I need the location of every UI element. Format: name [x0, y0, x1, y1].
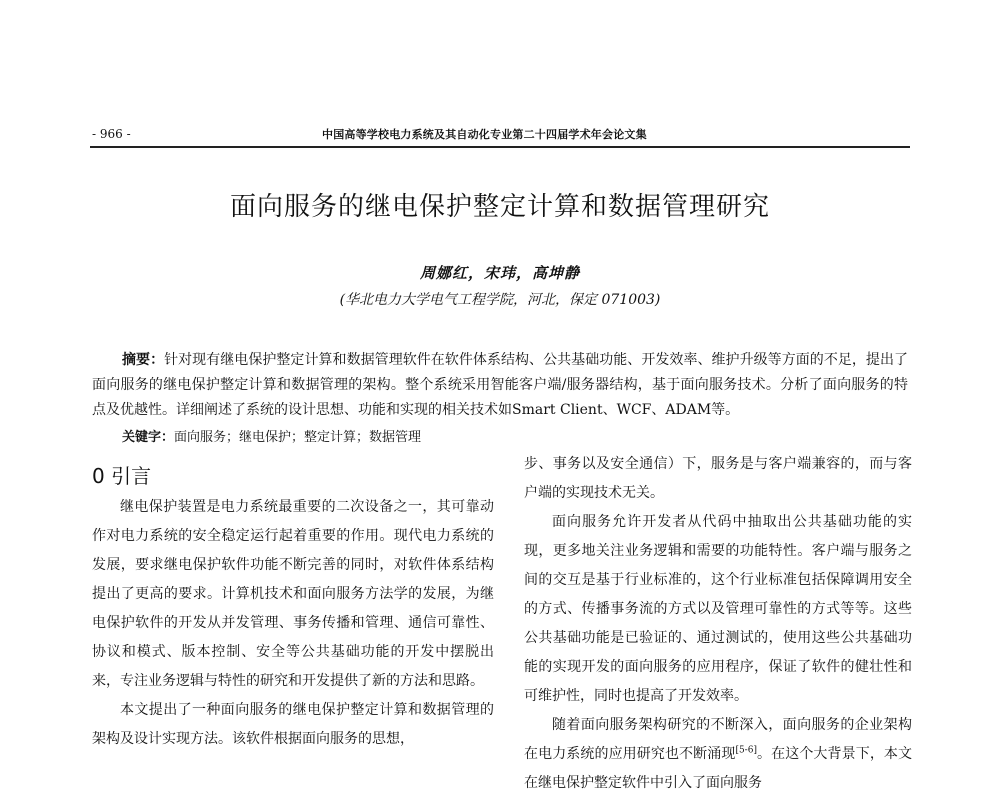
page-number: - 966 -	[92, 127, 131, 141]
paper-title: 面向服务的继电保护整定计算和数据管理研究	[229, 192, 770, 222]
paragraph-text: 。在这个大背景下，本文在继电保护整定软件中引入了面向服务	[524, 746, 913, 791]
right-column	[524, 450, 912, 798]
abstract	[92, 348, 908, 423]
citation-reference: [5-6]	[735, 745, 757, 756]
keywords-text: 面向服务；继电保护；整定计算；数据管理	[174, 430, 422, 445]
paragraph: 面向服务允许开发者从代码中抽取出公共基础功能的实现，更多地关注业务逻辑和需要的功能特性。客户端与服务之间的交互是基于行业标准的，这个行业标准包括保障调用安全的方式、传播事务流的方式以及管理可靠性的方式等等。这些公共基础功能是已验证的、通过测试的，使用这些公共基础功能的实现开发的面向服务的应用程序，保证了软件的健壮性和可维护性，同时也提高了开发效率。	[524, 514, 912, 704]
paragraph-text: 随着面向服务架构研究的不断深入，面向服务的企业架构在电力系统的应用研究也不断涌现	[524, 717, 912, 762]
paper-affiliation: (华北电力大学电气工程学院，河北，保定 071003)	[339, 292, 661, 308]
header-rule	[90, 146, 910, 148]
paragraph: 步、事务以及安全通信）下，服务是与客户端兼容的，而与客户端的实现技术无关。	[524, 456, 912, 501]
left-column	[92, 493, 494, 754]
keywords	[122, 426, 421, 445]
paragraph: 继电保护装置是电力系统最重要的二次设备之一，其可靠动作对电力系统的安全稳定运行起着重要的作用。现代电力系统的发展，要求继电保护软件功能不断完善的同时，对软件体系结构提出了更高的要求。计算机技术和面向服务方法学的发展，为继电保护软件的开发从并发管理、事务传播和管理、通信可靠性、协议和模式、版本控制、安全等公共基础功能的开发中摆脱出来，专注业务逻辑与特性的研究和开发提供了新的方法和思路。	[92, 499, 494, 689]
keywords-label: 关键字：	[122, 430, 175, 445]
running-header-title: 中国高等学校电力系统及其自动化专业第二十四届学术年会论文集	[322, 128, 647, 141]
abstract-text: 针对现有继电保护整定计算和数据管理软件在软件体系结构、公共基础功能、开发效率、维护升级等方面的不足，提出了面向服务的继电保护整定计算和数据管理的架构。整个系统采用智能客户端/服务器结构，基于面向服务技术。分析了面向服务的特点及优越性。详细阐述了系统的设计思想、功能和实现的相关技术如Smart Client、WCF、ADAM等。	[92, 352, 908, 418]
abstract-label: 摘要：	[122, 352, 165, 368]
paper-authors: 周娜红，宋玮，高坤静	[419, 264, 580, 282]
paragraph	[524, 711, 912, 798]
paragraph: 本文提出了一种面向服务的继电保护整定计算和数据管理的架构及设计实现方法。该软件根据面向服务的思想，	[92, 702, 494, 747]
section-heading-introduction: 0 引言	[92, 464, 152, 488]
